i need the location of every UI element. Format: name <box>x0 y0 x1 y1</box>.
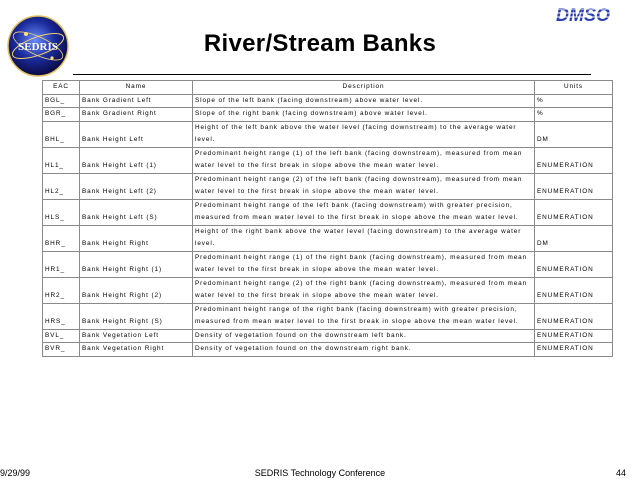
cell-code: BVR_ <box>43 343 80 357</box>
cell-units: ENUMERATION <box>535 251 613 277</box>
svg-text:DMSO: DMSO <box>556 5 610 25</box>
cell-name: Bank Height Right <box>80 225 193 251</box>
table-row <box>43 94 613 108</box>
table-row <box>43 199 613 225</box>
header-eac: EAC <box>43 81 80 95</box>
page-number: 44 <box>616 468 627 478</box>
cell-name: Bank Gradient Right <box>80 108 193 122</box>
cell-description: Density of vegetation found on the downstream left bank. <box>193 329 535 343</box>
cell-name: Bank Height Right (1) <box>80 251 193 277</box>
cell-description: Predominant height range of the left bank (facing downstream) with greater precision, measured from mean water level to the first break in slope above the mean water level. <box>193 199 535 225</box>
cell-units: ENUMERATION <box>535 199 613 225</box>
cell-units: ENUMERATION <box>535 343 613 357</box>
cell-code: BHR_ <box>43 225 80 251</box>
cell-code: BHL_ <box>43 121 80 147</box>
header-name: Name <box>80 81 193 95</box>
table-row <box>43 251 613 277</box>
cell-name: Bank Height Left <box>80 121 193 147</box>
cell-code: BVL_ <box>43 329 80 343</box>
table-row <box>43 329 613 343</box>
footer-conference: SEDRIS Technology Conference <box>254 468 386 478</box>
cell-name: Bank Height Right (2) <box>80 277 193 303</box>
table-row <box>43 303 613 329</box>
table-row <box>43 173 613 199</box>
cell-name: Bank Height Right (S) <box>80 303 193 329</box>
table-row <box>43 121 613 147</box>
table-row <box>43 343 613 357</box>
cell-description: Predominant height range (2) of the left bank (facing downstream), measured from mean water level to the first break in slope above the mean water level. <box>193 173 535 199</box>
cell-units: ENUMERATION <box>535 303 613 329</box>
cell-name: Bank Height Left (1) <box>80 147 193 173</box>
cell-units: ENUMERATION <box>535 173 613 199</box>
cell-code: HR1_ <box>43 251 80 277</box>
cell-description: Predominant height range (2) of the right bank (facing downstream), measured from mean water level to the first break in slope above the mean water level. <box>193 277 535 303</box>
title-divider <box>73 74 591 75</box>
cell-code: BGR_ <box>43 108 80 122</box>
cell-description: Slope of the left bank (facing downstream) above water level. <box>193 94 535 108</box>
dmso-logo-icon <box>535 2 631 26</box>
cell-description: Height of the right bank above the water level (facing downstream) to the average water level. <box>193 225 535 251</box>
cell-description: Predominant height range (1) of the right bank (facing downstream), measured from mean water level to the first break in slope above the mean water level. <box>193 251 535 277</box>
cell-units: % <box>535 94 613 108</box>
cell-description: Density of vegetation found on the downstream right bank. <box>193 343 535 357</box>
cell-name: Bank Height Left (2) <box>80 173 193 199</box>
cell-code: HR2_ <box>43 277 80 303</box>
cell-description: Predominant height range of the right bank (facing downstream) with greater precision, measured from mean water level to the first break in slope above the mean water level. <box>193 303 535 329</box>
dmso-logo <box>535 2 631 26</box>
cell-code: HRS_ <box>43 303 80 329</box>
cell-units: % <box>535 108 613 122</box>
cell-code: HLS_ <box>43 199 80 225</box>
cell-description: Predominant height range (1) of the left bank (facing downstream), measured from mean water level to the first break in slope above the mean water level. <box>193 147 535 173</box>
header-description: Description <box>193 81 535 95</box>
table-row <box>43 225 613 251</box>
cell-name: Bank Vegetation Left <box>80 329 193 343</box>
cell-description: Slope of the right bank (facing downstream) above water level. <box>193 108 535 122</box>
cell-name: Bank Height Left (S) <box>80 199 193 225</box>
footer-date: 9/29/99 <box>0 468 31 478</box>
eac-table <box>42 80 613 357</box>
svg-text:SEDRIS: SEDRIS <box>18 41 58 53</box>
cell-units: ENUMERATION <box>535 147 613 173</box>
cell-units: ENUMERATION <box>535 329 613 343</box>
table-row <box>43 108 613 122</box>
cell-code: HL2_ <box>43 173 80 199</box>
table-row <box>43 277 613 303</box>
page-title: River/Stream Banks <box>203 30 437 57</box>
header-units: Units <box>535 81 613 95</box>
cell-name: Bank Vegetation Right <box>80 343 193 357</box>
cell-units: DM <box>535 225 613 251</box>
table-row <box>43 147 613 173</box>
cell-code: BGL_ <box>43 94 80 108</box>
cell-description: Height of the left bank above the water level (facing downstream) to the average water level. <box>193 121 535 147</box>
cell-name: Bank Gradient Left <box>80 94 193 108</box>
cell-units: DM <box>535 121 613 147</box>
cell-units: ENUMERATION <box>535 277 613 303</box>
cell-code: HL1_ <box>43 147 80 173</box>
table-header-row <box>43 81 613 95</box>
